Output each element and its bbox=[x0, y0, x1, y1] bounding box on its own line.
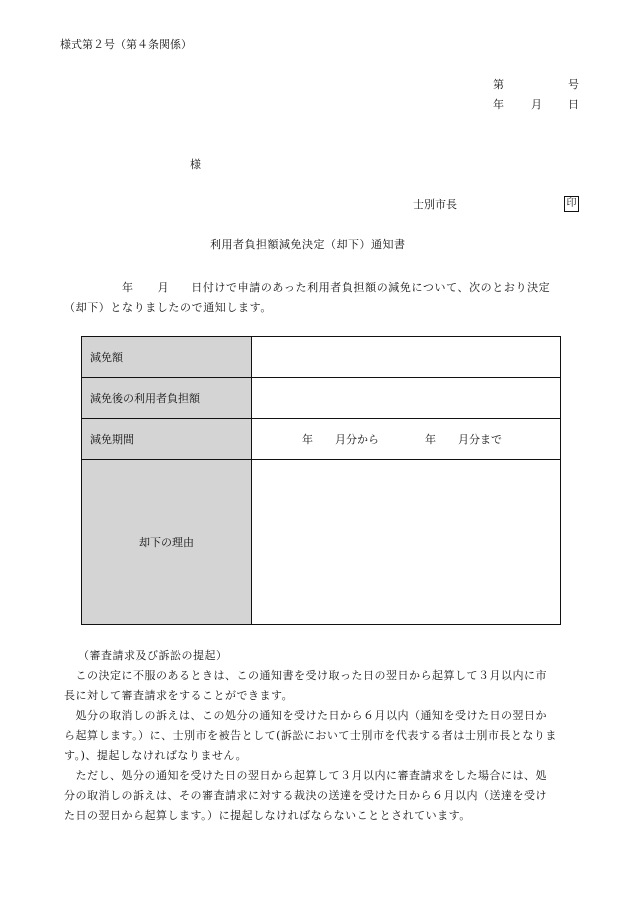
notes-line: ら起算します。）に、士別市を被告として(訴訟において士別市を代表する者は士別市長となりま bbox=[64, 729, 557, 742]
body-paragraph bbox=[64, 278, 578, 318]
burden-after-reduction-value bbox=[252, 378, 561, 419]
addressee-suffix: 様 bbox=[190, 158, 201, 171]
form-number: 様式第２号（第４条関係） bbox=[60, 38, 192, 51]
body-line-1-text: 日付けで申請のあった利用者負担額の減免について、次のとおり決定 bbox=[191, 281, 551, 294]
reduction-amount-value bbox=[252, 337, 561, 378]
period-to-month: 月分まで bbox=[458, 433, 502, 446]
date-year-label: 年 bbox=[493, 98, 504, 111]
notes-line: ただし、処分の通知を受けた日の翌日から起算して３月以内に審査請求をした場合には、処 bbox=[64, 769, 547, 782]
reduction-period-value bbox=[252, 419, 561, 460]
period-from-year: 年 bbox=[302, 433, 313, 446]
seal-mark: 印 bbox=[564, 196, 579, 212]
document-number-suffix: 号 bbox=[568, 78, 579, 91]
rejection-reason-label: 却下の理由 bbox=[82, 460, 252, 625]
rejection-reason-value bbox=[252, 460, 561, 625]
body-line-1 bbox=[64, 278, 578, 298]
burden-after-reduction-label: 減免後の利用者負担額 bbox=[82, 378, 252, 419]
period-to-year: 年 bbox=[425, 433, 436, 446]
body-line-2: （却下）となりましたので通知します。 bbox=[64, 301, 272, 314]
table-row-rejection-reason bbox=[82, 460, 561, 625]
reduction-period-label: 減免期間 bbox=[82, 419, 252, 460]
notes-heading: （審査請求及び訴訟の提起） bbox=[78, 649, 228, 662]
notes-line: す。)、提起しなければなりません。 bbox=[64, 749, 248, 762]
appeal-notes bbox=[64, 646, 580, 826]
sender-name: 士別市長 bbox=[413, 198, 457, 211]
notes-line: 長に対して審査請求をすることができます。 bbox=[64, 689, 294, 702]
notes-line: 分の取消しの訴えは、その審査請求に対する裁決の送達を受けた日から６月以内（送達を受け bbox=[64, 789, 547, 802]
date-month-label: 月 bbox=[531, 98, 542, 111]
reduction-amount-label: 減免額 bbox=[82, 337, 252, 378]
notes-line: た日の翌日から起算します。）に提起しなければならないこととされています。 bbox=[64, 809, 471, 822]
decision-table bbox=[81, 336, 561, 625]
document-title: 利用者負担額減免決定（却下）通知書 bbox=[210, 238, 406, 251]
body-month-label: 月 bbox=[157, 281, 170, 294]
body-year-label: 年 bbox=[122, 281, 134, 294]
notes-line: 処分の取消しの訴えは、この処分の通知を受けた日から６月以内（通知を受けた日の翌日か bbox=[64, 709, 547, 722]
document-number-label: 第 bbox=[493, 78, 504, 91]
notes-line: この決定に不服のあるときは、この通知書を受け取った日の翌日から起算して３月以内に市 bbox=[64, 669, 547, 682]
period-from-month: 月分から bbox=[335, 433, 379, 446]
table-row-burden-after-reduction bbox=[82, 378, 561, 419]
table-row-reduction-period bbox=[82, 419, 561, 460]
table-row-reduction-amount bbox=[82, 337, 561, 378]
period-range bbox=[252, 431, 560, 447]
date-day-label: 日 bbox=[568, 98, 579, 111]
